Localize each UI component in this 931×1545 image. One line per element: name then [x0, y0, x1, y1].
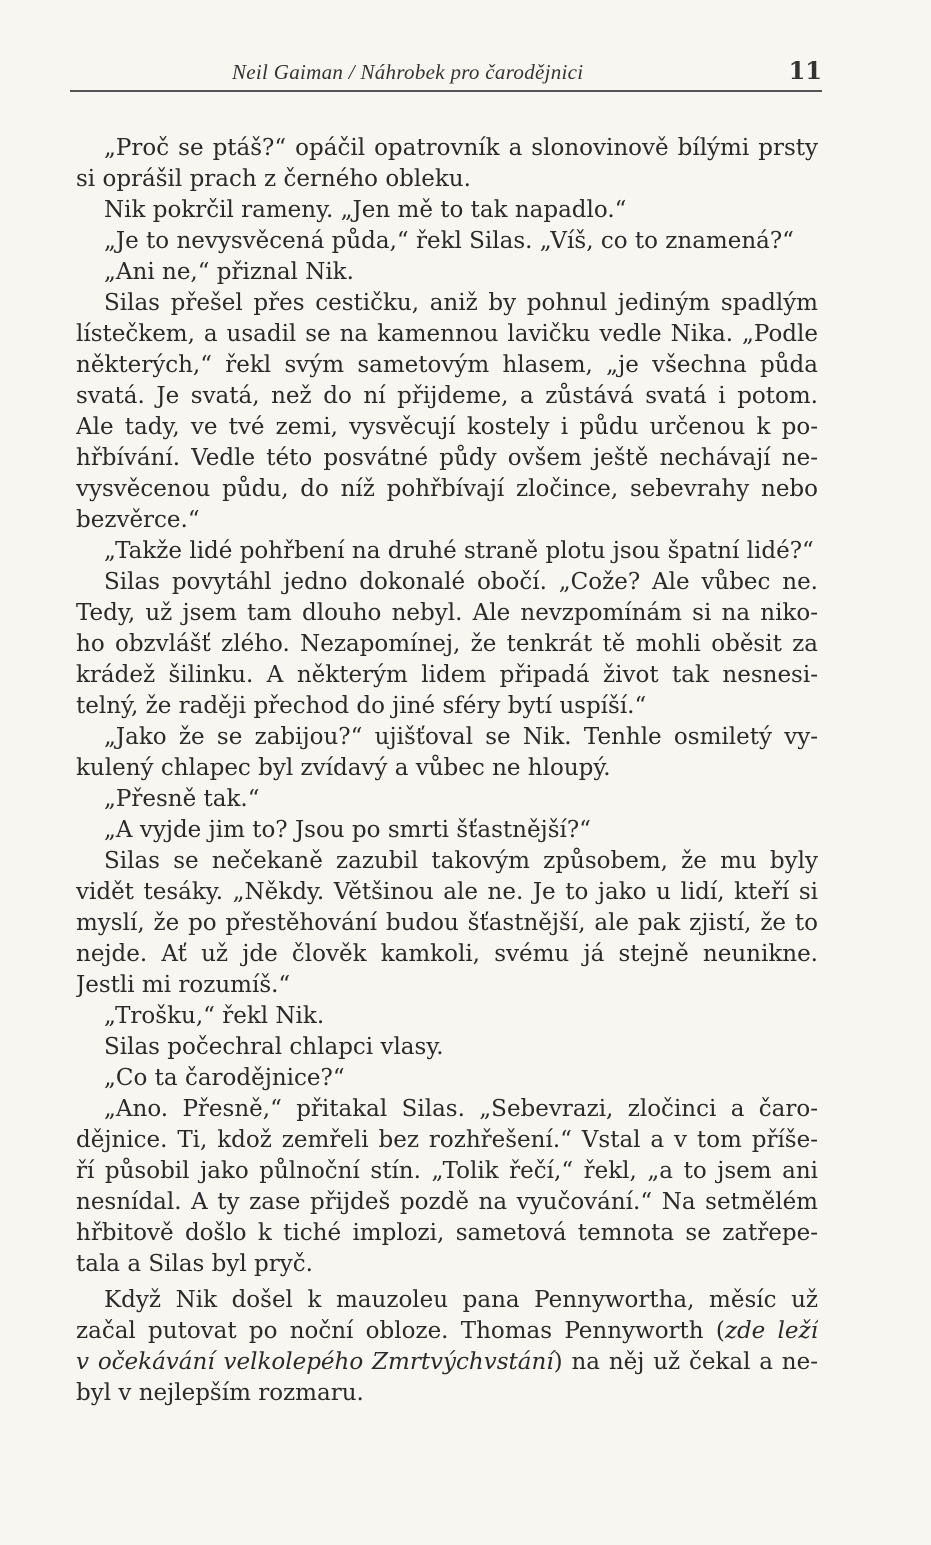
text-line: Silas počechral chlapci vlasy.	[104, 1034, 444, 1060]
text-line: hřbívání. Vedle této posvátné půdy ovšem ještě nechávají ne-	[76, 445, 818, 471]
text-line: kulený chlapec byl zvídavý a vůbec ne hloupý.	[76, 755, 611, 781]
text-line: byl v nejlepším rozmaru.	[76, 1380, 364, 1406]
text-line: nejde. Ať už jde člověk kamkoli, svému já stejně neunikne.	[76, 941, 818, 967]
text-line: „Jako že se zabijou?“ ujišťoval se Nik. Tenhle osmiletý vy-	[104, 724, 818, 750]
running-title: Neil Gaiman / Náhrobek pro čarodějnici	[232, 60, 584, 84]
text-line: Silas se nečekaně zazubil takovým způsobem, že mu byly	[104, 848, 818, 874]
text-line: Když Nik došel k mauzoleu pana Pennywortha, měsíc už	[104, 1287, 818, 1313]
body-text	[76, 133, 818, 1409]
text-line: „Přesně tak.“	[104, 786, 260, 812]
text-line: krádež šilinku. A některým lidem připadá život tak nesnesi-	[76, 662, 818, 688]
text-line: hřbitově došlo k tiché implozi, sametová temnota se zatřepe-	[76, 1220, 818, 1246]
text-line: „A vyjde jim to? Jsou po smrti šťastnější?“	[104, 817, 591, 843]
text-line: nesnídal. A ty zase přijdeš pozdě na vyučování.“ Na setmělém	[76, 1189, 818, 1215]
text-line: myslí, že po přestěhování budou šťastnější, ale pak zjistí, že to	[76, 910, 818, 936]
text-line: „Co ta čarodějnice?“	[104, 1065, 345, 1091]
text-segment: ) na něj už čekal a ne-	[553, 1349, 818, 1375]
final-paragraph	[76, 1285, 818, 1409]
text-line: Silas přešel přes cestičku, aniž by pohnul jediným spadlým	[104, 290, 818, 316]
text-line: Nik pokrčil rameny. „Jen mě to tak napadlo.“	[104, 197, 627, 223]
text-line: tala a Silas byl pryč.	[76, 1251, 313, 1277]
text-line: některých,“ řekl svým sametovým hlasem, „je všechna půda	[76, 352, 818, 378]
text-segment-italic: v očekávání velkolepého Zmrtvýchvstání	[76, 1349, 554, 1375]
header-rule	[70, 90, 822, 92]
text-segment: začal putovat po noční obloze. Thomas Pennyworth (	[76, 1318, 725, 1344]
text-line: ří působil jako půlnoční stín. „Tolik řečí,“ řekl, „a to jsem ani	[76, 1158, 818, 1184]
text-line: Ale tady, ve tvé zemi, vysvěcují kostely i půdu určenou k po-	[76, 414, 818, 440]
text-line	[76, 1316, 818, 1347]
text-line: lístečkem, a usadil se na kamennou lavičku vedle Nika. „Podle	[76, 321, 818, 347]
text-line: „Proč se ptáš?“ opáčil opatrovník a slonovinově bílými prsty	[104, 135, 818, 161]
text-line: Silas povytáhl jedno dokonalé obočí. „Cože? Ale vůbec ne.	[104, 569, 818, 595]
text-line: vidět tesáky. „Někdy. Většinou ale ne. Je to jako u lidí, kteří si	[76, 879, 818, 905]
text-line: dějnice. Ti, kdož zemřeli bez rozhřešení.“ Vstal a v tom příše-	[76, 1127, 818, 1153]
text-line: „Trošku,“ řekl Nik.	[104, 1003, 325, 1029]
text-line: Jestli mi rozumíš.“	[76, 972, 291, 998]
text-segment-italic: zde leží	[724, 1318, 818, 1344]
text-line: ho obzvlášť zlého. Nezapomínej, že tenkrát tě mohli oběsit za	[76, 631, 818, 657]
running-header	[70, 52, 822, 92]
text-line: „Ani ne,“ přiznal Nik.	[104, 259, 354, 285]
text-line: „Takže lidé pohřbení na druhé straně plotu jsou špatní lidé?“	[104, 538, 814, 564]
text-line: si oprášil prach z černého obleku.	[76, 166, 471, 192]
text-line: bezvěrce.“	[76, 507, 200, 533]
text-line: svatá. Je svatá, než do ní přijdeme, a zůstává svatá i potom.	[76, 383, 818, 409]
text-line: „Je to nevysvěcená půda,“ řekl Silas. „Víš, co to znamená?“	[104, 228, 794, 254]
text-line	[76, 1347, 818, 1378]
text-line: telný, že raději přechod do jiné sféry bytí uspíší.“	[76, 693, 647, 719]
text-line: vysvěcenou půdu, do níž pohřbívají zločince, sebevrahy nebo	[76, 476, 818, 502]
text-line: Tedy, už jsem tam dlouho nebyl. Ale nevzpomínám si na niko-	[76, 600, 818, 626]
page-number: 11	[788, 56, 822, 85]
text-line: „Ano. Přesně,“ přitakal Silas. „Sebevrazi, zločinci a čaro-	[104, 1096, 818, 1122]
